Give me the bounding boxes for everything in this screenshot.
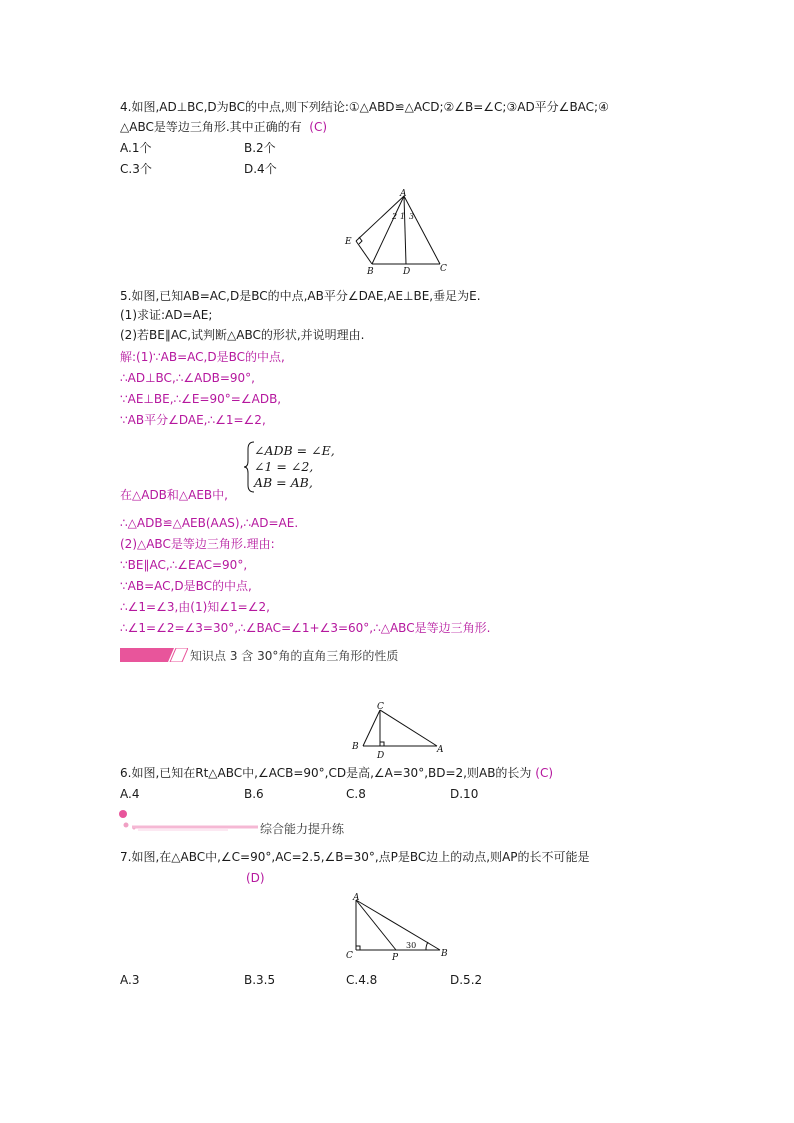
q5-solution-line2: ∴AD⊥BC,∴∠ADB=90°,: [120, 371, 255, 385]
q7-label-30: 30: [406, 941, 417, 950]
q7-label-B: B: [441, 949, 448, 959]
q4-label-2: 2: [392, 212, 398, 221]
q6-figure: [345, 700, 445, 760]
section-comp-title: 综合能力提升练: [260, 822, 345, 836]
q5-part2: (2)若BE∥AC,试判断△ABC的形状,并说明理由.: [120, 328, 365, 342]
q4-label-C: C: [440, 264, 447, 274]
q4-option-c: C.3个: [120, 162, 152, 176]
q4-answer: (C): [309, 120, 328, 134]
q6-option-c: C.8: [346, 787, 366, 801]
q5-solution2-line1: 在△ADB和△AEB中,: [120, 488, 228, 502]
q7-option-c: C.4.8: [346, 973, 378, 987]
q5-solution2-line3: (2)△ABC是等边三角形.理由:: [120, 537, 275, 551]
q7-label-C: C: [346, 951, 353, 961]
q6-label-B: B: [352, 742, 359, 752]
q5-solution2-line5: ∵AB=AC,D是BC的中点,: [120, 579, 252, 593]
q4-label-A: A: [400, 189, 407, 199]
q7-answer: (D): [246, 871, 265, 885]
q5-solution2-line6: ∴∠1=∠3,由(1)知∠1=∠2,: [120, 600, 270, 614]
q4-label-D: D: [403, 267, 411, 276]
q6-option-a: A.4: [120, 787, 140, 801]
q4-figure: [340, 186, 460, 276]
q7-option-d: D.5.2: [450, 973, 483, 987]
q4-option-b: B.2个: [244, 141, 276, 155]
section-3-title: 知识点 3 含 30°角的直角三角形的性质: [190, 649, 399, 663]
q5-part1: (1)求证:AD=AE;: [120, 308, 213, 322]
q4-label-1: 1: [400, 212, 406, 221]
q5-system-line3: AB = AB,: [254, 475, 313, 490]
q6-answer: (C): [535, 766, 554, 780]
q6-label-A: A: [437, 745, 444, 755]
q6-label-D: D: [377, 751, 385, 760]
q5-solution-line3: ∵AE⊥BE,∴∠E=90°=∠ADB,: [120, 392, 282, 406]
q5-solution-line4: ∵AB平分∠DAE,∴∠1=∠2,: [120, 413, 266, 427]
q4-stem-line2: [120, 118, 327, 136]
q7-label-A: A: [353, 893, 360, 903]
q5-system-line1: ∠ADB = ∠E,: [254, 443, 335, 458]
q6-option-b: B.6: [244, 787, 264, 801]
q7-figure: [340, 890, 460, 962]
q4-option-a: A.1个: [120, 141, 152, 155]
q6-label-C: C: [377, 702, 384, 712]
q5-solution2-line2: ∴△ADB≌△AEB(AAS),∴AD=AE.: [120, 516, 299, 530]
q7-stem: 7.如图,在△ABC中,∠C=90°,AC=2.5,∠B=30°,点P是BC边上的动点,则AP的长不可能是: [120, 850, 590, 864]
q4-label-3: 3: [409, 212, 415, 221]
q4-label-B: B: [367, 267, 374, 276]
q6-option-d: D.10: [450, 787, 479, 801]
q7-option-b: B.3.5: [244, 973, 276, 987]
section-bar-icon: [120, 648, 188, 662]
q7-label-P: P: [392, 953, 399, 962]
q5-solution2-line7: ∴∠1=∠2=∠3=30°,∴∠BAC=∠1+∠3=60°,∴△ABC是等边三角形.: [120, 621, 491, 635]
q5-stem: 5.如图,已知AB=AC,D是BC的中点,AB平分∠DAE,AE⊥BE,垂足为E.: [120, 289, 481, 303]
q5-system: [254, 443, 335, 491]
section-decoration-icon: [118, 808, 258, 834]
q4-label-E: E: [345, 237, 352, 247]
q4-option-d: D.4个: [244, 162, 277, 176]
q5-solution-line1: 解:(1)∵AB=AC,D是BC的中点,: [120, 350, 285, 364]
q6-stem-text: 6.如图,已知在Rt△ABC中,∠ACB=90°,CD是高,∠A=30°,BD=2,则AB的长为: [120, 766, 532, 780]
q4-stem-line1: 4.如图,AD⊥BC,D为BC的中点,则下列结论:①△ABD≌△ACD;②∠B=∠C;③AD平分∠BAC;④: [120, 100, 609, 114]
q5-system-line2: ∠1 = ∠2,: [254, 459, 314, 474]
q7-option-a: A.3: [120, 973, 140, 987]
q5-solution2-line4: ∵BE∥AC,∴∠EAC=90°,: [120, 558, 248, 572]
q4-stem-text: △ABC是等边三角形.其中正确的有: [120, 120, 302, 134]
q6-stem: [120, 764, 553, 782]
